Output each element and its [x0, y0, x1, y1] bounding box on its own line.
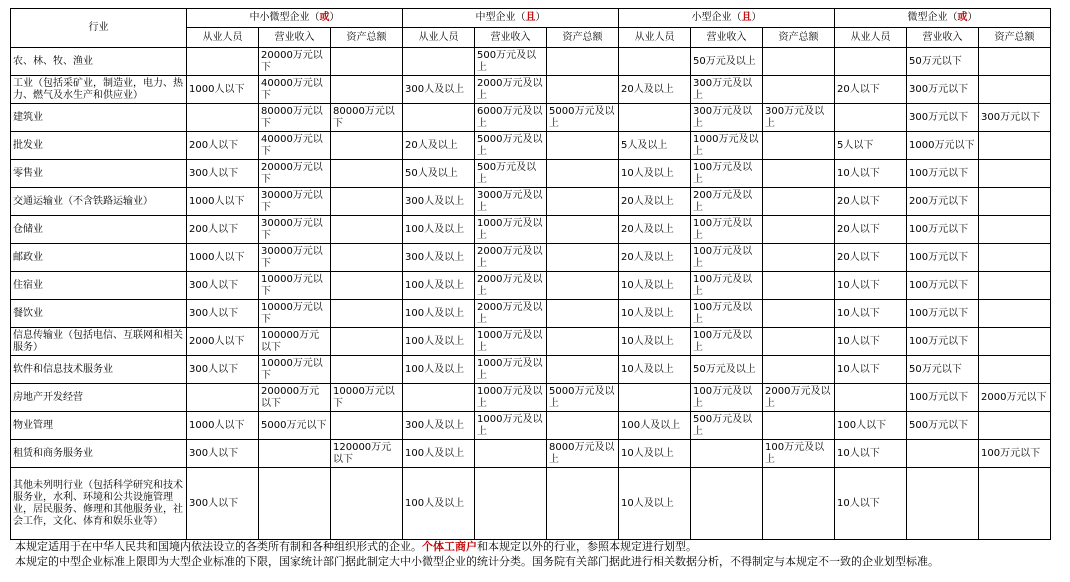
table-cell: 500万元及以上 — [475, 160, 547, 188]
table-cell — [331, 188, 403, 216]
table-row — [11, 412, 1051, 440]
table-cell — [331, 160, 403, 188]
table-cell — [547, 328, 619, 356]
table-cell — [763, 132, 835, 160]
table-cell — [763, 188, 835, 216]
table-cell: 100000万元以下 — [259, 328, 331, 356]
table-cell: 1000人以下 — [187, 244, 259, 272]
table-cell: 2000万元及以上 — [475, 300, 547, 328]
table-cell: 10人及以上 — [619, 300, 691, 328]
table-cell: 20人以下 — [835, 244, 907, 272]
table-cell — [259, 468, 331, 540]
table-cell: 10人以下 — [835, 328, 907, 356]
industry-name: 软件和信息技术服务业 — [11, 356, 187, 384]
table-cell — [763, 328, 835, 356]
table-cell: 100万元及以上 — [691, 244, 763, 272]
table-cell — [763, 76, 835, 104]
header-metric-3-1: 营业收入 — [907, 28, 979, 48]
table-cell — [547, 132, 619, 160]
table-row — [11, 300, 1051, 328]
table-cell — [979, 160, 1051, 188]
table-cell — [763, 468, 835, 540]
table-cell: 300万元以下 — [979, 104, 1051, 132]
table-cell: 1000人以下 — [187, 412, 259, 440]
table-cell: 50万元及以上 — [691, 48, 763, 76]
table-cell: 300万元以下 — [907, 104, 979, 132]
table-cell — [331, 468, 403, 540]
table-cell: 20人及以上 — [619, 216, 691, 244]
table-cell — [763, 244, 835, 272]
header-group-2: 小型企业（且） — [619, 9, 835, 28]
table-cell: 20人及以上 — [619, 244, 691, 272]
header-row-groups — [11, 9, 1051, 28]
industry-name: 住宿业 — [11, 272, 187, 300]
table-cell: 100万元以下 — [907, 272, 979, 300]
table-cell: 20人及以上 — [619, 76, 691, 104]
header-group-conj: 且 — [741, 12, 752, 23]
table-row — [11, 328, 1051, 356]
header-metric-2-2: 资产总额 — [763, 28, 835, 48]
table-cell: 100人及以上 — [403, 328, 475, 356]
table-cell: 5000万元及以上 — [547, 104, 619, 132]
table-cell: 40000万元以下 — [259, 132, 331, 160]
table-cell — [403, 104, 475, 132]
table-cell — [403, 48, 475, 76]
table-cell: 1000人以下 — [187, 76, 259, 104]
header-group-3: 微型企业（或） — [835, 9, 1051, 28]
table-cell: 100人及以上 — [403, 300, 475, 328]
table-cell — [979, 328, 1051, 356]
table-cell: 100人及以上 — [403, 440, 475, 468]
table-cell: 300人以下 — [187, 356, 259, 384]
industry-name: 仓储业 — [11, 216, 187, 244]
table-cell: 3000万元及以上 — [475, 188, 547, 216]
table-cell: 300人以下 — [187, 440, 259, 468]
table-cell: 2000万元及以上 — [475, 76, 547, 104]
header-industry: 行业 — [11, 9, 187, 48]
table-cell: 100万元以下 — [907, 216, 979, 244]
table-cell: 100万元以下 — [907, 244, 979, 272]
table-row — [11, 188, 1051, 216]
table-cell: 10人及以上 — [619, 356, 691, 384]
table-cell: 5000万元及以上 — [475, 132, 547, 160]
header-group-conj: 且 — [525, 12, 536, 23]
table-cell: 5人以下 — [835, 132, 907, 160]
header-group-name: 微型企业 — [907, 12, 948, 23]
table-cell — [547, 244, 619, 272]
table-cell: 1000万元及以上 — [475, 356, 547, 384]
table-cell: 20人以下 — [835, 76, 907, 104]
table-cell: 1000万元及以上 — [475, 412, 547, 440]
table-cell: 100万元以下 — [979, 440, 1051, 468]
table-cell: 2000万元及以上 — [475, 272, 547, 300]
table-cell: 500万元及以上 — [691, 412, 763, 440]
table-cell: 300人以下 — [187, 160, 259, 188]
table-cell: 8000万元及以上 — [547, 440, 619, 468]
header-metric-0-2: 资产总额 — [331, 28, 403, 48]
table-cell — [331, 412, 403, 440]
table-cell: 2000万元及以上 — [475, 244, 547, 272]
table-cell: 10000万元以下 — [259, 272, 331, 300]
table-cell — [763, 300, 835, 328]
table-cell: 50万元以下 — [907, 48, 979, 76]
table-cell — [979, 356, 1051, 384]
header-group-1: 中型企业（且） — [403, 9, 619, 28]
table-cell — [331, 272, 403, 300]
table-cell: 300人及以上 — [403, 188, 475, 216]
table-cell: 100万元及以上 — [691, 272, 763, 300]
table-cell — [979, 412, 1051, 440]
table-cell — [331, 216, 403, 244]
table-cell: 200人以下 — [187, 132, 259, 160]
table-cell: 50人及以上 — [403, 160, 475, 188]
table-row — [11, 272, 1051, 300]
table-cell: 100人以下 — [835, 412, 907, 440]
table-cell: 10人以下 — [835, 356, 907, 384]
table-cell — [331, 300, 403, 328]
table-cell — [763, 160, 835, 188]
table-cell — [331, 356, 403, 384]
table-cell — [835, 104, 907, 132]
header-metric-3-0: 从业人员 — [835, 28, 907, 48]
table-cell: 1000万元及以上 — [475, 328, 547, 356]
header-metric-2-0: 从业人员 — [619, 28, 691, 48]
table-cell: 300人以下 — [187, 468, 259, 540]
table-cell: 100万元及以上 — [691, 160, 763, 188]
table-cell: 300万元及以上 — [763, 104, 835, 132]
table-cell — [403, 384, 475, 412]
table-cell — [619, 104, 691, 132]
table-cell — [331, 328, 403, 356]
table-cell: 300人及以上 — [403, 76, 475, 104]
industry-name: 农、林、牧、渔业 — [11, 48, 187, 76]
industry-name: 物业管理 — [11, 412, 187, 440]
table-cell — [331, 48, 403, 76]
table-cell: 500万元以下 — [907, 412, 979, 440]
table-cell — [763, 272, 835, 300]
table-cell: 100人及以上 — [403, 272, 475, 300]
table-cell: 100万元以下 — [907, 160, 979, 188]
table-cell: 300万元以下 — [907, 76, 979, 104]
table-cell — [835, 384, 907, 412]
table-cell: 80000万元以下 — [331, 104, 403, 132]
table-cell: 20000万元以下 — [259, 160, 331, 188]
footnote-line-1-part-b: 和本规定以外的行业，参照本规定进行划型。 — [477, 540, 697, 553]
table-cell: 300万元及以上 — [691, 104, 763, 132]
table-row — [11, 216, 1051, 244]
header-metric-0-0: 从业人员 — [187, 28, 259, 48]
industry-name: 零售业 — [11, 160, 187, 188]
table-cell: 10000万元以下 — [331, 384, 403, 412]
table-cell: 100万元以下 — [907, 328, 979, 356]
table-cell: 100万元及以上 — [691, 328, 763, 356]
table-cell — [979, 300, 1051, 328]
table-cell — [547, 76, 619, 104]
table-cell: 10人以下 — [835, 160, 907, 188]
table-cell: 100人及以上 — [403, 356, 475, 384]
table-cell — [547, 188, 619, 216]
industry-name: 信息传输业（包括电信、互联网和相关服务） — [11, 328, 187, 356]
table-cell: 50万元以下 — [907, 356, 979, 384]
table-cell — [979, 272, 1051, 300]
table-cell — [331, 76, 403, 104]
table-cell: 5000万元及以上 — [547, 384, 619, 412]
table-cell — [619, 384, 691, 412]
table-cell — [619, 48, 691, 76]
table-cell: 2000人以下 — [187, 328, 259, 356]
table-cell: 1000万元及以上 — [691, 132, 763, 160]
table-cell: 1000万元以下 — [907, 132, 979, 160]
table-cell: 300人及以上 — [403, 412, 475, 440]
industry-name: 工业（包括采矿业，制造业，电力、热力、燃气及水生产和供应业） — [11, 76, 187, 104]
table-cell: 5000万元以下 — [259, 412, 331, 440]
industry-name: 批发业 — [11, 132, 187, 160]
header-group-conj: 或 — [319, 12, 330, 23]
table-cell: 100万元及以上 — [691, 216, 763, 244]
table-cell — [187, 104, 259, 132]
table-cell: 120000万元以下 — [331, 440, 403, 468]
table-row — [11, 244, 1051, 272]
table-row — [11, 160, 1051, 188]
footnote-line-1 — [15, 539, 1065, 554]
table-cell: 10000万元以下 — [259, 356, 331, 384]
table-cell: 10人及以上 — [619, 468, 691, 540]
table-cell: 1000万元及以上 — [475, 384, 547, 412]
table-row — [11, 440, 1051, 468]
table-cell: 100人及以上 — [403, 468, 475, 540]
header-group-name: 中小微型企业 — [249, 12, 310, 23]
table-cell — [331, 132, 403, 160]
table-cell: 10人以下 — [835, 440, 907, 468]
table-cell: 100万元及以上 — [763, 440, 835, 468]
table-cell — [691, 440, 763, 468]
table-cell — [691, 468, 763, 540]
table-cell: 6000万元及以上 — [475, 104, 547, 132]
table-cell — [835, 48, 907, 76]
table-cell — [187, 48, 259, 76]
table-cell: 200人以下 — [187, 216, 259, 244]
header-metric-1-0: 从业人员 — [403, 28, 475, 48]
table-cell: 1000人以下 — [187, 188, 259, 216]
table-cell: 2000万元以下 — [979, 384, 1051, 412]
table-cell: 10人及以上 — [619, 160, 691, 188]
table-cell: 100万元及以上 — [691, 384, 763, 412]
footnote-line-2: 本规定的中型企业标准上限即为大型企业标准的下限，国家统计部门据此制定大中小微型企业的统计分类。国务院有关部门据此进行相关数据分析，不得制定与本规定不一致的企业划型标准。 — [15, 555, 939, 568]
industry-name: 建筑业 — [11, 104, 187, 132]
table-cell: 300万元及以上 — [691, 76, 763, 104]
table-cell: 300人以下 — [187, 300, 259, 328]
table-cell: 20人以下 — [835, 216, 907, 244]
table-cell — [547, 216, 619, 244]
table-cell — [547, 160, 619, 188]
table-cell: 10人及以上 — [619, 440, 691, 468]
industry-name: 邮政业 — [11, 244, 187, 272]
table-cell: 200万元以下 — [907, 188, 979, 216]
header-metric-1-2: 资产总额 — [547, 28, 619, 48]
table-cell: 100人及以上 — [403, 216, 475, 244]
table-cell: 10人以下 — [835, 300, 907, 328]
table-cell: 20人及以上 — [403, 132, 475, 160]
table-cell: 20000万元以下 — [259, 48, 331, 76]
table-cell — [979, 76, 1051, 104]
table-cell: 200万元及以上 — [691, 188, 763, 216]
table-cell — [979, 216, 1051, 244]
table-cell: 100万元以下 — [907, 300, 979, 328]
table-cell — [979, 188, 1051, 216]
table-cell — [547, 356, 619, 384]
header-metric-2-1: 营业收入 — [691, 28, 763, 48]
enterprise-classification-table — [10, 8, 1051, 540]
table-cell: 1000万元及以上 — [475, 216, 547, 244]
table-row — [11, 384, 1051, 412]
header-group-name: 中型企业 — [475, 12, 516, 23]
footnote-line-1-part-a: 本规定适用于在中华人民共和国境内依法设立的各类所有制和各种组织形式的企业。 — [15, 540, 422, 553]
industry-name: 租赁和商务服务业 — [11, 440, 187, 468]
table-cell: 10人以下 — [835, 468, 907, 540]
table-cell: 30000万元以下 — [259, 244, 331, 272]
table-cell: 10人以下 — [835, 272, 907, 300]
table-row — [11, 76, 1051, 104]
table-cell — [331, 244, 403, 272]
header-group-conj: 或 — [957, 12, 968, 23]
table-row — [11, 48, 1051, 76]
table-row — [11, 104, 1051, 132]
table-cell — [259, 440, 331, 468]
table-cell — [547, 272, 619, 300]
table-cell — [187, 384, 259, 412]
table-cell: 40000万元以下 — [259, 76, 331, 104]
industry-name: 交通运输业（不含铁路运输业） — [11, 188, 187, 216]
table-cell — [907, 440, 979, 468]
table-cell — [547, 48, 619, 76]
footnote-highlight: 个体工商户 — [422, 540, 477, 553]
footnotes — [15, 539, 1065, 569]
table-cell — [475, 440, 547, 468]
table-cell — [763, 216, 835, 244]
table-cell: 10人及以上 — [619, 272, 691, 300]
table-cell — [979, 244, 1051, 272]
header-metric-1-1: 营业收入 — [475, 28, 547, 48]
industry-name: 餐饮业 — [11, 300, 187, 328]
table-row — [11, 468, 1051, 540]
table-cell: 5人及以上 — [619, 132, 691, 160]
table-cell — [763, 48, 835, 76]
table-cell — [547, 468, 619, 540]
table-cell — [763, 356, 835, 384]
industry-name: 房地产开发经营 — [11, 384, 187, 412]
table-cell: 20人及以上 — [619, 188, 691, 216]
table-cell: 2000万元及以上 — [763, 384, 835, 412]
table-cell: 300人及以上 — [403, 244, 475, 272]
table-cell: 100万元及以上 — [691, 300, 763, 328]
table-row — [11, 132, 1051, 160]
table-cell — [547, 300, 619, 328]
table-cell — [475, 468, 547, 540]
header-group-0: 中小微型企业（或） — [187, 9, 403, 28]
table-cell: 10000万元以下 — [259, 300, 331, 328]
header-metric-3-2: 资产总额 — [979, 28, 1051, 48]
table-cell: 200000万元以下 — [259, 384, 331, 412]
table-cell: 10人及以上 — [619, 328, 691, 356]
table-cell: 30000万元以下 — [259, 188, 331, 216]
table-cell — [979, 468, 1051, 540]
table-cell: 30000万元以下 — [259, 216, 331, 244]
table-cell: 300人以下 — [187, 272, 259, 300]
table-cell: 500万元及以上 — [475, 48, 547, 76]
table-cell — [547, 412, 619, 440]
table-cell — [907, 468, 979, 540]
table-row — [11, 356, 1051, 384]
table-cell — [763, 412, 835, 440]
industry-name: 其他未列明行业（包括科学研究和技术服务业，水利、环境和公共设施管理业，居民服务、修理和其他服务业，社会工作，文化、体育和娱乐业等） — [11, 468, 187, 540]
table-cell: 80000万元以下 — [259, 104, 331, 132]
table-cell: 50万元及以上 — [691, 356, 763, 384]
table-cell — [979, 48, 1051, 76]
table-cell: 20人以下 — [835, 188, 907, 216]
header-group-name: 小型企业 — [691, 12, 732, 23]
header-metric-0-1: 营业收入 — [259, 28, 331, 48]
table-cell: 100人及以上 — [619, 412, 691, 440]
table-cell — [979, 132, 1051, 160]
table-cell: 100万元以下 — [907, 384, 979, 412]
